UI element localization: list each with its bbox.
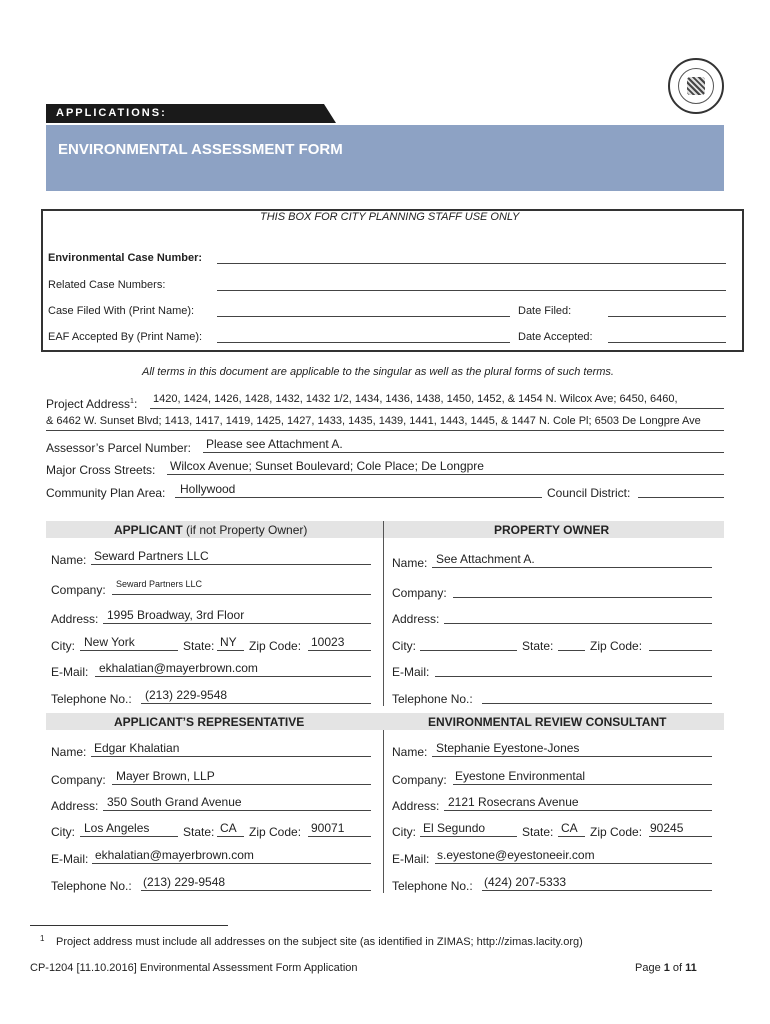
section-head-2 — [46, 713, 724, 730]
date-accepted-field[interactable] — [608, 342, 726, 343]
parcel-label: Assessor’s Parcel Number: — [46, 441, 191, 455]
applicant-zip-rule — [308, 650, 371, 651]
applicant-name-rule — [91, 564, 371, 565]
date-accepted-label: Date Accepted: — [518, 331, 593, 343]
project-address-line2[interactable]: & 6462 W. Sunset Blvd; 1413, 1417, 1419, 1425, 1427, 1433, 1435, 1439, 1441, 1443, 1445, & 1447 N. Cole Pl; 6503 De Longpre Ave — [46, 415, 701, 427]
applicant-phone-label: Telephone No.: — [51, 692, 132, 706]
owner-city-field[interactable] — [420, 650, 517, 651]
consultant-phone-label: Telephone No.: — [392, 879, 473, 893]
form-title: ENVIRONMENTAL ASSESSMENT FORM — [58, 141, 343, 158]
rep-company-rule — [112, 784, 371, 785]
rep-company-value[interactable]: Mayer Brown, LLP — [116, 769, 215, 783]
applicant-company-label: Company: — [51, 583, 106, 597]
rep-phone-rule — [141, 890, 371, 891]
applicant-state-rule — [217, 650, 244, 651]
owner-zip-label: Zip Code: — [590, 639, 643, 653]
rep-name-label: Name: — [51, 745, 87, 759]
case-filed-label: Case Filed With (Print Name): — [48, 305, 195, 317]
date-filed-field[interactable] — [608, 316, 726, 317]
related-case-field[interactable] — [217, 290, 726, 291]
owner-address-label: Address: — [392, 612, 440, 626]
consultant-company-rule — [453, 784, 712, 785]
case-filed-field[interactable] — [217, 316, 510, 317]
consultant-phone-rule — [482, 890, 712, 891]
owner-name-label: Name: — [392, 556, 428, 570]
project-address-rule1 — [150, 408, 724, 409]
applicant-email-rule — [95, 676, 371, 677]
applicant-email-label: E-Mail: — [51, 665, 89, 679]
consultant-name-label: Name: — [392, 745, 428, 759]
applicant-address-rule — [103, 623, 371, 624]
project-address-rule2 — [46, 430, 724, 431]
applicant-phone-rule — [141, 703, 371, 704]
consultant-address-value[interactable]: 2121 Rosecrans Avenue — [448, 795, 579, 809]
consultant-email-label: E-Mail: — [392, 852, 430, 866]
terms-note: All terms in this document are applicable to the singular as well as the plural forms of such terms. — [142, 366, 614, 378]
consultant-zip-label: Zip Code: — [590, 825, 643, 839]
owner-city-label: City: — [392, 639, 416, 653]
consultant-city-rule — [420, 836, 517, 837]
owner-email-label: E-Mail: — [392, 665, 430, 679]
rep-zip-rule — [308, 836, 371, 837]
rep-address-value[interactable]: 350 South Grand Avenue — [107, 795, 242, 809]
owner-state-field[interactable] — [558, 650, 585, 651]
footnote-text: Project address must include all addresses on the subject site (as identified in ZIMAS; http://zimas.lacity.org) — [56, 936, 583, 948]
council-district-label: Council District: — [547, 486, 631, 500]
rep-state-rule — [217, 836, 244, 837]
applications-label: APPLICATIONS: — [56, 107, 167, 119]
form-id: CP-1204 [11.10.2016] Environmental Assessment Form Application — [30, 962, 358, 974]
consultant-state-value[interactable]: CA — [561, 821, 578, 835]
applicant-zip-value[interactable]: 10023 — [311, 635, 345, 649]
applicant-city-value[interactable]: New York — [84, 635, 135, 649]
eaf-accepted-label: EAF Accepted By (Print Name): — [48, 331, 203, 343]
rep-address-label: Address: — [51, 799, 99, 813]
env-case-label: Environmental Case Number: — [48, 252, 203, 264]
council-district-field[interactable] — [638, 497, 724, 498]
consultant-name-value[interactable]: Stephanie Eyestone-Jones — [436, 741, 580, 755]
applicant-zip-label: Zip Code: — [249, 639, 302, 653]
rep-address-rule — [103, 810, 371, 811]
applicant-city-label: City: — [51, 639, 75, 653]
consultant-email-rule — [435, 863, 712, 864]
rep-state-value[interactable]: CA — [220, 821, 237, 835]
consultant-address-label: Address: — [392, 799, 440, 813]
seal-emblem — [687, 77, 705, 95]
rep-email-value[interactable]: ekhalatian@mayerbrown.com — [95, 848, 254, 862]
column-divider-2 — [383, 730, 384, 893]
owner-name-rule — [432, 567, 712, 568]
plan-area-label: Community Plan Area: — [46, 486, 166, 500]
rep-email-label: E-Mail: — [51, 852, 89, 866]
project-address-line1[interactable]: 1420, 1424, 1426, 1428, 1432, 1432 1/2, 1434, 1436, 1438, 1450, 1452, & 1454 N. Wilcox Ave; 6450, 6460, — [153, 393, 678, 405]
consultant-address-rule — [444, 810, 712, 811]
owner-name-value[interactable]: See Attachment A. — [436, 552, 535, 566]
owner-company-field[interactable] — [453, 597, 712, 598]
rep-phone-value[interactable]: (213) 229-9548 — [143, 875, 226, 889]
owner-phone-label: Telephone No.: — [392, 692, 473, 706]
consultant-city-value[interactable]: El Segundo — [423, 821, 486, 835]
rep-city-value[interactable]: Los Angeles — [84, 821, 150, 835]
consultant-state-rule — [558, 836, 585, 837]
date-filed-label: Date Filed: — [518, 305, 572, 317]
consultant-city-label: City: — [392, 825, 416, 839]
rep-city-rule — [80, 836, 178, 837]
rep-email-rule — [92, 863, 371, 864]
city-seal-logo — [668, 58, 724, 114]
related-case-label: Related Case Numbers: — [48, 279, 166, 291]
applicant-city-rule — [80, 650, 178, 651]
rep-zip-value[interactable]: 90071 — [311, 821, 345, 835]
cross-streets-label: Major Cross Streets: — [46, 463, 156, 477]
consultant-company-label: Company: — [392, 773, 447, 787]
plan-area-rule — [175, 497, 542, 498]
rep-zip-label: Zip Code: — [249, 825, 302, 839]
rep-state-label: State: — [183, 825, 215, 839]
consultant-zip-rule — [649, 836, 712, 837]
owner-phone-field[interactable] — [482, 703, 712, 704]
rep-city-label: City: — [51, 825, 75, 839]
applicant-name-label: Name: — [51, 553, 87, 567]
applications-band — [46, 104, 324, 123]
rep-company-label: Company: — [51, 773, 106, 787]
rep-phone-label: Telephone No.: — [51, 879, 132, 893]
owner-state-label: State: — [522, 639, 554, 653]
consultant-zip-value[interactable]: 90245 — [650, 821, 684, 835]
parcel-value[interactable]: Please see Attachment A. — [206, 437, 343, 451]
applicant-email-value[interactable]: ekhalatian@mayerbrown.com — [99, 661, 258, 675]
owner-company-label: Company: — [392, 586, 447, 600]
applicant-address-value[interactable]: 1995 Broadway, 3rd Floor — [107, 608, 245, 622]
consultant-email-value[interactable]: s.eyestone@eyestoneeir.com — [437, 848, 595, 862]
cross-streets-rule — [167, 474, 724, 475]
cross-streets-value[interactable]: Wilcox Avenue; Sunset Boulevard; Cole Place; De Longpre — [170, 459, 484, 473]
property-owner-heading: PROPERTY OWNER — [494, 523, 610, 537]
applicant-name-value[interactable]: Seward Partners LLC — [94, 549, 209, 563]
section-head-1 — [46, 521, 724, 538]
footnote-mark: 1 — [40, 934, 45, 943]
applicant-company-value[interactable]: Seward Partners LLC — [116, 579, 203, 589]
consultant-name-rule — [432, 756, 712, 757]
staff-box-heading: THIS BOX FOR CITY PLANNING STAFF USE ONLY — [260, 211, 520, 223]
consultant-state-label: State: — [522, 825, 554, 839]
footnote-divider — [30, 925, 228, 926]
applicant-state-label: State: — [183, 639, 215, 653]
applicant-state-value[interactable]: NY — [220, 635, 237, 649]
representative-heading: APPLICANT’S REPRESENTATIVE — [114, 715, 305, 729]
page-number: Page 1 of 11 — [635, 962, 697, 974]
eaf-accepted-field[interactable] — [217, 342, 510, 343]
applicant-company-rule — [112, 594, 371, 595]
column-divider-1 — [383, 521, 384, 706]
env-case-field[interactable] — [217, 263, 726, 264]
consultant-heading: ENVIRONMENTAL REVIEW CONSULTANT — [428, 715, 667, 729]
plan-area-value[interactable]: Hollywood — [180, 482, 236, 496]
consultant-company-value[interactable]: Eyestone Environmental — [455, 769, 586, 783]
parcel-rule — [203, 452, 724, 453]
applicant-address-label: Address: — [51, 612, 99, 626]
applicant-heading: APPLICANT (if not Property Owner) — [114, 523, 308, 537]
rep-name-value[interactable]: Edgar Khalatian — [94, 741, 180, 755]
rep-name-rule — [91, 756, 371, 757]
owner-email-field[interactable] — [435, 676, 712, 677]
consultant-phone-value[interactable]: (424) 207-5333 — [484, 875, 567, 889]
owner-address-field[interactable] — [444, 623, 712, 624]
owner-zip-field[interactable] — [649, 650, 712, 651]
applicant-phone-value[interactable]: (213) 229-9548 — [145, 688, 228, 702]
project-address-label: Project Address$^1$: — [46, 397, 138, 411]
form-title-band — [46, 125, 724, 191]
